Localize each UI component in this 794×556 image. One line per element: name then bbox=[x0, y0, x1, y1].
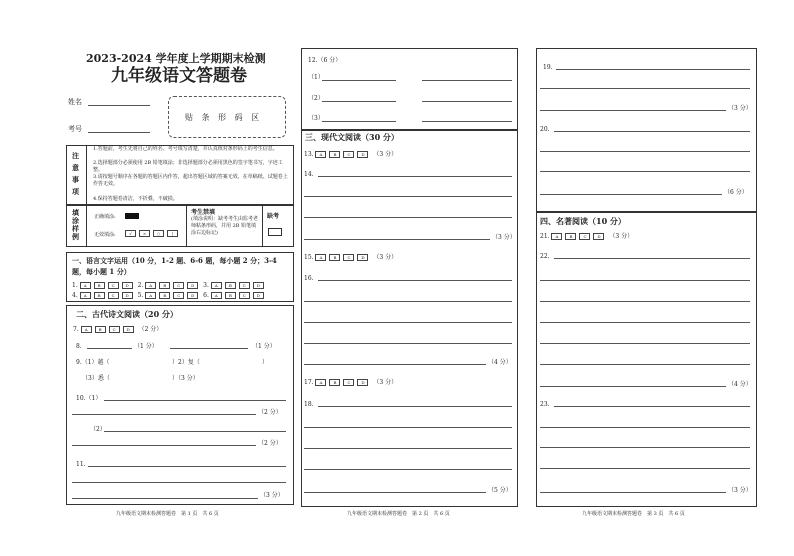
q12-1-line-b[interactable] bbox=[422, 80, 512, 81]
q15-opt-d[interactable]: D bbox=[357, 254, 368, 261]
q22-line[interactable] bbox=[540, 280, 750, 281]
q22-line[interactable] bbox=[540, 364, 750, 365]
q16-line[interactable] bbox=[318, 280, 512, 281]
q9-part-2: ）2）复（ bbox=[172, 359, 200, 366]
q18-line[interactable] bbox=[304, 448, 512, 449]
absent-mark[interactable] bbox=[268, 228, 282, 236]
q-row-1-3 bbox=[72, 281, 267, 290]
q14-line[interactable] bbox=[318, 176, 512, 177]
q10-1-line-2[interactable] bbox=[72, 414, 256, 415]
q6-opt-a[interactable]: A bbox=[211, 292, 222, 299]
wrong-fill-mark: √ bbox=[125, 230, 136, 237]
section3-box bbox=[301, 130, 518, 507]
q12-label: 12.（6 分） bbox=[308, 57, 342, 64]
q11-num: 11. bbox=[76, 461, 86, 468]
q22-score: （4 分） bbox=[728, 381, 752, 388]
q18-line[interactable] bbox=[304, 492, 486, 493]
q22-num: 22. bbox=[540, 253, 550, 260]
q15-row bbox=[304, 253, 397, 262]
q17-num: 17. bbox=[304, 379, 314, 386]
name-field[interactable] bbox=[88, 105, 150, 106]
exam-year-title: 2023-2024 学年度上学期期末检测 bbox=[86, 52, 266, 65]
q14-line[interactable] bbox=[304, 239, 490, 240]
q6-opt-d[interactable]: D bbox=[253, 292, 264, 299]
q12-2-line-b[interactable] bbox=[422, 101, 512, 102]
q18-line[interactable] bbox=[304, 469, 512, 470]
q13-opt-c[interactable]: C bbox=[343, 151, 354, 158]
q15-score: （3 分） bbox=[373, 254, 398, 261]
q2-num: 2. bbox=[137, 282, 144, 289]
notice-label: 注意事项 bbox=[72, 151, 79, 196]
q8-score-1: （1 分） bbox=[134, 343, 158, 350]
q23-line[interactable] bbox=[554, 406, 750, 407]
q16-score: （4 分） bbox=[488, 359, 512, 366]
q16-line[interactable] bbox=[304, 364, 486, 365]
q10-1-line-1[interactable] bbox=[104, 400, 286, 401]
notice-line-1: 1.答题前，考生先将自己的姓名、考号填写清楚，并认真核对条形码上的考生信息。 bbox=[93, 146, 278, 152]
q15-opt-a[interactable]: A bbox=[315, 254, 326, 261]
q11-line-3[interactable] bbox=[72, 498, 258, 499]
wrong-fill-mark: ○ bbox=[153, 230, 164, 237]
q23-line[interactable] bbox=[540, 492, 726, 493]
q12-3-line-b[interactable] bbox=[422, 121, 512, 122]
q6-num: 6. bbox=[203, 292, 209, 299]
q17-opt-c[interactable]: C bbox=[343, 379, 354, 386]
q23-num: 23. bbox=[540, 401, 550, 408]
q8-num: 8. bbox=[76, 343, 82, 350]
q18-line[interactable] bbox=[304, 427, 512, 428]
q5-opt-b[interactable]: B bbox=[159, 292, 170, 299]
section3-title: 三、现代文阅读（30 分） bbox=[305, 132, 399, 142]
correct-fill-label: 正确填涂: bbox=[94, 214, 116, 220]
q4-opt-a[interactable]: A bbox=[80, 292, 91, 299]
q21-num: 21. bbox=[540, 233, 550, 240]
q23-score: （3 分） bbox=[728, 487, 752, 494]
q18-score: （5 分） bbox=[488, 487, 512, 494]
q15-opt-b[interactable]: B bbox=[329, 254, 340, 261]
q12-2-label: （2） bbox=[308, 95, 324, 102]
q4-opt-b[interactable]: B bbox=[94, 292, 105, 299]
q5-opt-d[interactable]: D bbox=[187, 292, 198, 299]
q2-opt-b[interactable]: B bbox=[159, 282, 170, 289]
q6-opt-b[interactable]: B bbox=[225, 292, 236, 299]
q10-1-label: 10.（1） bbox=[76, 395, 102, 402]
q12-1-label: （1） bbox=[308, 74, 324, 81]
q21-score: （3 分） bbox=[609, 233, 634, 240]
q13-score: （3 分） bbox=[373, 151, 398, 158]
section4-box bbox=[536, 212, 757, 507]
wrong-fill-mark: × bbox=[139, 230, 150, 237]
q12-1-line-a[interactable] bbox=[322, 80, 396, 81]
q3-opt-b[interactable]: B bbox=[225, 282, 236, 289]
q13-opt-a[interactable]: A bbox=[315, 151, 326, 158]
fill-sample-label: 填涂样例 bbox=[72, 208, 79, 241]
q20-line[interactable] bbox=[554, 131, 750, 132]
q1-opt-d[interactable]: D bbox=[122, 282, 133, 289]
q5-num: 5. bbox=[137, 292, 144, 299]
q7-opt-a[interactable]: A bbox=[81, 326, 92, 333]
q21-opt-d[interactable]: D bbox=[593, 233, 604, 240]
q18-line[interactable] bbox=[318, 406, 512, 407]
q14-line[interactable] bbox=[304, 196, 512, 197]
q19-line[interactable] bbox=[540, 88, 750, 89]
q17-row bbox=[304, 378, 397, 387]
q5-opt-a[interactable]: A bbox=[145, 292, 156, 299]
q19-line[interactable] bbox=[540, 110, 726, 111]
q19-num: 19. bbox=[543, 64, 553, 71]
q5-opt-c[interactable]: C bbox=[173, 292, 184, 299]
q8-answer-1[interactable] bbox=[87, 348, 132, 349]
q22-line[interactable] bbox=[540, 322, 750, 323]
exam-no-field[interactable] bbox=[88, 132, 150, 133]
q7-score: （2 分） bbox=[138, 326, 163, 333]
q12-3-line-a[interactable] bbox=[322, 121, 396, 122]
q2-opt-d[interactable]: D bbox=[187, 282, 198, 289]
q21-opt-b[interactable]: B bbox=[565, 233, 576, 240]
ban-title: 考生禁填 bbox=[191, 209, 216, 216]
q11-score: （3 分） bbox=[260, 492, 284, 499]
section1-title: 一、语言文字运用（10 分，1-2 题、6-6 题，每小题 2 分；3-4 题，每小题 1 分） bbox=[72, 256, 277, 276]
q21-row bbox=[540, 232, 633, 241]
q1-opt-a[interactable]: A bbox=[80, 282, 91, 289]
q19-line[interactable] bbox=[556, 69, 750, 70]
section4-title: 四、名著阅读（10 分） bbox=[540, 216, 626, 226]
q21-opt-c[interactable]: C bbox=[579, 233, 590, 240]
q2-opt-a[interactable]: A bbox=[145, 282, 156, 289]
q2-opt-c[interactable]: C bbox=[173, 282, 184, 289]
q-row-4-6 bbox=[72, 291, 267, 300]
q13-opt-d[interactable]: D bbox=[357, 151, 368, 158]
absent-label: 缺考 bbox=[267, 213, 280, 220]
footer-page-3: 九年级语文期末检测答题卷 第 3 页 共 6 页 bbox=[582, 511, 685, 517]
q20-line[interactable] bbox=[540, 171, 750, 172]
q13-num: 13. bbox=[304, 151, 314, 158]
q17-opt-b[interactable]: B bbox=[329, 379, 340, 386]
q8-answer-2[interactable] bbox=[170, 348, 248, 349]
q11-line-2[interactable] bbox=[72, 482, 286, 483]
exam-no-label: 考号 bbox=[68, 125, 82, 133]
wrong-fill-label: 无效填涂: bbox=[94, 232, 116, 238]
q15-num: 15. bbox=[304, 254, 314, 261]
q23-line[interactable] bbox=[540, 427, 750, 428]
q23-line[interactable] bbox=[540, 447, 750, 448]
q17-score: （3 分） bbox=[373, 379, 398, 386]
q10-2-line-1[interactable] bbox=[104, 431, 286, 432]
q13-opt-b[interactable]: B bbox=[329, 151, 340, 158]
q23-line[interactable] bbox=[540, 468, 750, 469]
section2-title: 二、古代诗文阅读（20 分） bbox=[76, 309, 178, 319]
q20-line[interactable] bbox=[540, 151, 750, 152]
q9-part-1: 9.（1）越（ bbox=[76, 359, 110, 366]
barcode-label: 贴 条 形 码 区 bbox=[185, 113, 263, 122]
q20-score: （6 分） bbox=[724, 189, 748, 196]
q7-num: 7. bbox=[73, 326, 79, 333]
q4-opt-d[interactable]: D bbox=[122, 292, 133, 299]
q10-2-label: （2） bbox=[90, 426, 106, 433]
q16-line[interactable] bbox=[304, 322, 512, 323]
q15-opt-c[interactable]: C bbox=[343, 254, 354, 261]
name-label: 姓名 bbox=[68, 98, 82, 106]
q17-opt-d[interactable]: D bbox=[357, 379, 368, 386]
q22-line[interactable] bbox=[540, 386, 726, 387]
q12-2-line-a[interactable] bbox=[322, 101, 396, 102]
notice-line-3: 3.请按题号顺序在各题的答题区内作答，超出答题区域的答案无效，在草稿纸、试题卷上作答无效。 bbox=[93, 174, 288, 187]
q7-opt-b[interactable]: B bbox=[95, 326, 106, 333]
q12-3-label: （3） bbox=[308, 115, 324, 122]
q3-opt-a[interactable]: A bbox=[211, 282, 222, 289]
q14-score: （3 分） bbox=[492, 234, 516, 241]
q8-score-2: （1 分） bbox=[252, 343, 276, 350]
q22-line[interactable] bbox=[554, 258, 750, 259]
q22-line[interactable] bbox=[540, 343, 750, 344]
ban-text: (填涂说明：缺考考生由监考老师粘条形码，并用 2B 铅笔填涂右边标记) bbox=[191, 216, 258, 236]
q9-part-3: ） bbox=[262, 359, 269, 366]
q11-line-1[interactable] bbox=[88, 466, 286, 467]
q14-line[interactable] bbox=[304, 217, 512, 218]
q18-num: 18. bbox=[304, 401, 314, 408]
q9-part-4: （3）悉（ bbox=[82, 375, 110, 382]
q16-line[interactable] bbox=[304, 301, 512, 302]
q20-line[interactable] bbox=[540, 194, 722, 195]
q20-num: 20. bbox=[540, 126, 550, 133]
q1-opt-c[interactable]: C bbox=[108, 282, 119, 289]
footer-page-1: 九年级语文期末检测答题卷 第 1 页 共 6 页 bbox=[116, 511, 219, 517]
q3-num: 3. bbox=[203, 282, 209, 289]
q13-row bbox=[304, 150, 397, 159]
q1-num: 1. bbox=[72, 282, 78, 289]
notice-line-2: 2.选择题部分必须使用 2B 铅笔填涂；非选择题部分必须用黑色的签字笔书写，字迹工整。 bbox=[93, 160, 283, 173]
q4-num: 4. bbox=[72, 292, 78, 299]
q3-opt-c[interactable]: C bbox=[239, 282, 250, 289]
q10-2-score: （2 分） bbox=[258, 440, 282, 447]
q17-opt-a[interactable]: A bbox=[315, 379, 326, 386]
q7-row bbox=[73, 325, 162, 334]
q14-num: 14. bbox=[304, 171, 314, 178]
q9-part-5: ）（3 分） bbox=[172, 375, 199, 382]
q4-opt-c[interactable]: C bbox=[108, 292, 119, 299]
section2-box bbox=[66, 305, 294, 505]
page-title: 九年级语文答题卷 bbox=[111, 66, 247, 86]
q16-num: 16. bbox=[304, 275, 314, 282]
q22-line[interactable] bbox=[540, 301, 750, 302]
q3-opt-d[interactable]: D bbox=[253, 282, 264, 289]
q6-opt-c[interactable]: C bbox=[239, 292, 250, 299]
q7-opt-c[interactable]: C bbox=[109, 326, 120, 333]
wrong-fill-mark: | bbox=[167, 230, 178, 237]
q10-2-line-2[interactable] bbox=[72, 445, 256, 446]
q1-opt-b[interactable]: B bbox=[94, 282, 105, 289]
q10-1-score: （2 分） bbox=[258, 409, 282, 416]
fill-sample-box bbox=[66, 205, 294, 247]
q7-opt-d[interactable]: D bbox=[123, 326, 134, 333]
q19-score: （3 分） bbox=[728, 105, 752, 112]
notice-line-4: 4.保持答题卷清洁，不折叠，不破损。 bbox=[93, 196, 178, 202]
q21-opt-a[interactable]: A bbox=[551, 233, 562, 240]
q16-line[interactable] bbox=[304, 343, 512, 344]
footer-page-2: 九年级语文期末检测答题卷 第 2 页 共 6 页 bbox=[347, 511, 450, 517]
correct-fill-sample bbox=[125, 213, 139, 219]
